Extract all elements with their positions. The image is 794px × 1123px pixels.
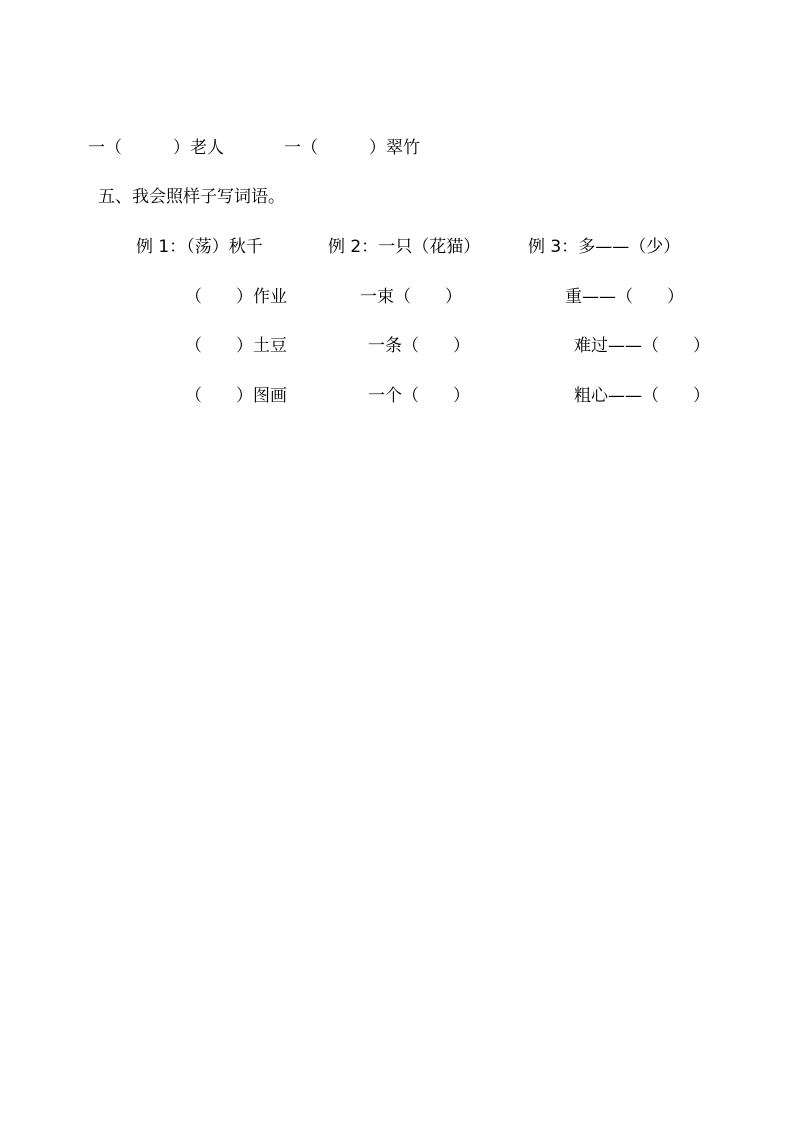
exercise-row-3-col-2: 一个（ ） <box>368 386 470 406</box>
fill-item-bamboo: 一（ ）翠竹 <box>284 138 420 158</box>
exercise-row-3-col-1: （ ）图画 <box>185 386 287 406</box>
section-five-heading: 五、我会照样子写词语。 <box>98 187 285 207</box>
exercise-row-2-col-3: 难过——（ ） <box>574 336 710 356</box>
example-1: 例 1：（荡）秋千 <box>136 237 263 257</box>
exercise-row-2-col-1: （ ）土豆 <box>185 336 287 356</box>
exercise-row-1-col-2: 一束（ ） <box>360 287 462 307</box>
exercise-row-3-col-3: 粗心——（ ） <box>574 386 710 406</box>
example-3: 例 3：多——（少） <box>528 237 681 257</box>
exercise-row-1-col-1: （ ）作业 <box>185 287 287 307</box>
exercise-row-2-col-2: 一条（ ） <box>368 336 470 356</box>
example-2: 例 2：一只（花猫） <box>328 237 481 257</box>
fill-item-old-man: 一（ ）老人 <box>88 138 224 158</box>
exercise-row-1-col-3: 重——（ ） <box>565 287 684 307</box>
